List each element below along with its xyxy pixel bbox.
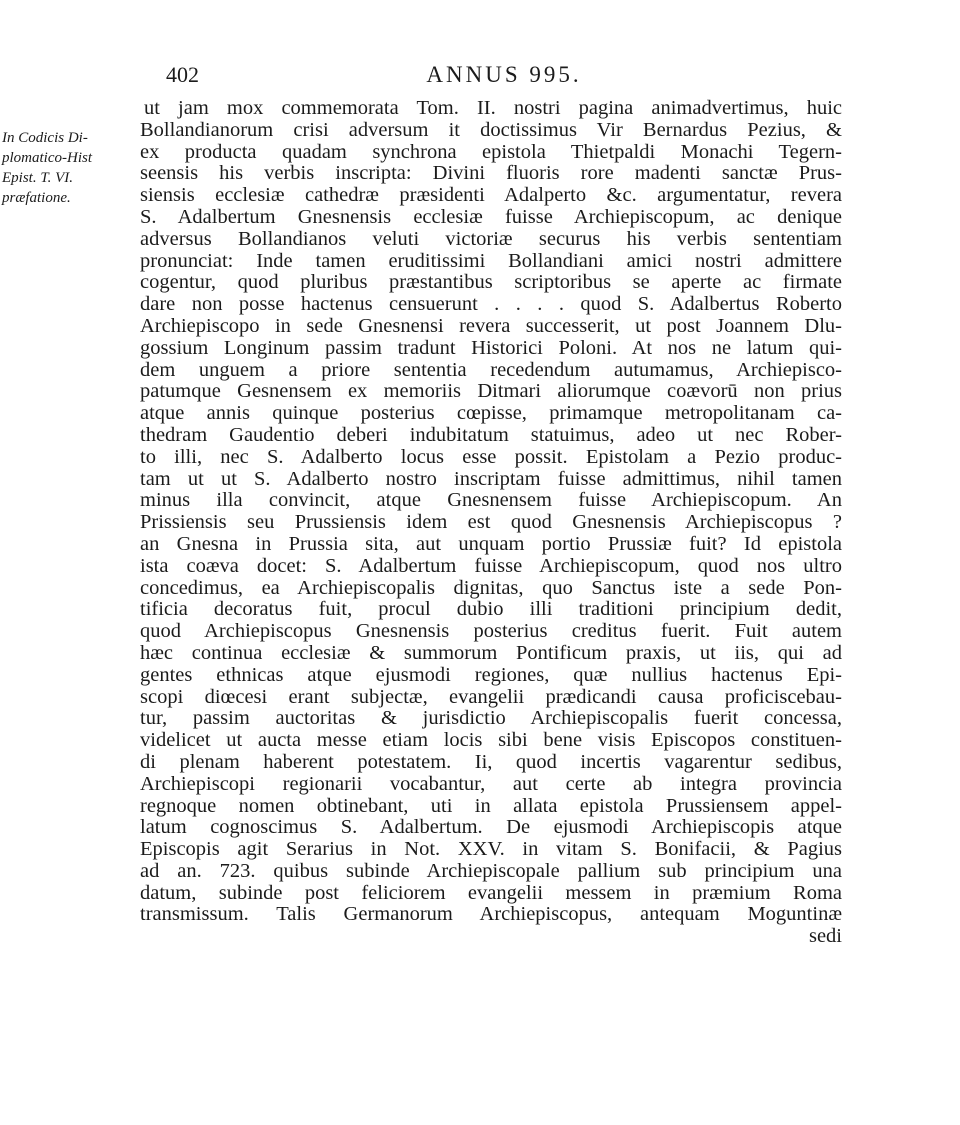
page-header xyxy=(166,52,842,92)
text-line: ad an. 723. quibus subinde Archiepiscopale pallium sub principium una xyxy=(140,860,842,882)
margin-note-line: plomatico-Hist xyxy=(2,150,92,166)
text-line: seensis his verbis inscripta: Divini fluoris rore madenti sanctæ Prus- xyxy=(140,163,842,185)
text-line: transmissum. Talis Germanorum Archiepiscopus, antequam Moguntinæ xyxy=(140,904,842,926)
text-line: tificia decoratus fuit, procul dubio illi traditioni principium dedit, xyxy=(140,599,842,621)
text-line: regnoque nomen obtinebant, uti in allata epistola Prussiensem appel- xyxy=(140,795,842,817)
running-title: ANNUS 995. xyxy=(426,62,582,87)
text-line: dare non posse hactenus censuerunt . . . . quod S. Adalbertus Roberto xyxy=(140,294,842,316)
text-line: thedram Gaudentio deberi indubitatum statuimus, adeo ut nec Rober- xyxy=(140,424,842,446)
margin-note-line: Epist. T. VI. xyxy=(2,170,73,186)
text-line: atque annis quinque posterius cœpisse, primamque metropolitanam ca- xyxy=(140,403,842,425)
text-line: adversus Bollandianos veluti victoriæ securus his verbis sententiam xyxy=(140,228,842,250)
text-line: an Gnesna in Prussia sita, aut unquam portio Prussiæ fuit? Id epistola xyxy=(140,533,842,555)
margin-note-line: præfatione. xyxy=(2,190,71,206)
text-line: gentes ethnicas atque ejusmodi regiones, quæ nullius hactenus Epi- xyxy=(140,664,842,686)
text-line: tam ut ut S. Adalberto nostro inscriptam fuisse admittimus, nihil tamen xyxy=(140,468,842,490)
text-line: dem unguem a priore sententia recedendum autumamus, Archiepisco- xyxy=(140,359,842,381)
text-line: ut jam mox commemorata Tom. II. nostri pagina animadvertimus, huic xyxy=(144,98,842,119)
text-line: concedimus, ea Archiepiscopalis dignitas, quo Sanctus iste a sede Pon- xyxy=(140,577,842,599)
text-line: minus illa convincit, atque Gnesnensem fuisse Archiepiscopum. An xyxy=(140,490,842,512)
text-line: datum, subinde post feliciorem evangelii messem in præmium Roma xyxy=(140,882,842,904)
text-line: cogentur, quod pluribus præstantibus scriptoribus se aperte ac firmate xyxy=(140,272,842,294)
text-line: hæc continua ecclesiæ & summorum Pontificum praxis, ut iis, qui ad xyxy=(140,642,842,664)
text-line: Prissiensis seu Prussiensis idem est quod Gnesnensis Archiepiscopus ? xyxy=(140,512,842,534)
page-number: 402 xyxy=(166,62,199,87)
text-line: to illi, nec S. Adalberto locus esse possit. Epistolam a Pezio produc- xyxy=(140,446,842,468)
text-line: gossium Longinum passim tradunt Historici Poloni. At nos ne latum qui- xyxy=(140,337,842,359)
text-line: Archiepiscopi regionarii vocabantur, aut certe ab integra provincia xyxy=(140,773,842,795)
text-line: Bollandianorum crisi adversum it doctissimus Vir Bernardus Pezius, & xyxy=(140,119,842,141)
text-line: latum cognoscimus S. Adalbertum. De ejusmodi Archiepiscopis atque xyxy=(140,817,842,839)
text-line: Archiepiscopo in sede Gnesnensi revera successerit, ut post Joannem Dlu- xyxy=(140,315,842,337)
margin-note xyxy=(2,128,142,208)
margin-note-line: In Codicis Di- xyxy=(2,130,88,146)
text-line: videlicet ut aucta messe etiam locis sibi bene visis Episcopos constituen- xyxy=(140,730,842,752)
text-line: patumque Gesnensem ex memoriis Ditmari aliorumque coævorū non prius xyxy=(140,381,842,403)
body-text xyxy=(140,98,842,948)
text-line: Episcopis agit Serarius in Not. XXV. in vitam S. Bonifacii, & Pagius xyxy=(140,839,842,861)
text-line: quod Archiepiscopus Gnesnensis posterius creditus fuerit. Fuit autem xyxy=(140,621,842,643)
text-line: pronunciat: Inde tamen eruditissimi Bollandiani amici nostri admittere xyxy=(140,250,842,272)
text-line: tur, passim auctoritas & jurisdictio Archiepiscopalis fuerit concessa, xyxy=(140,708,842,730)
text-line: ista coæva docet: S. Adalbertum fuisse Archiepiscopum, quod nos ultro xyxy=(140,555,842,577)
text-line: scopi diœcesi erant subjectæ, evangelii prædicandi causa proficiscebau- xyxy=(140,686,842,708)
catchword: sedi xyxy=(808,926,842,948)
text-line: ex producta quadam synchrona epistola Thietpaldi Monachi Tegern- xyxy=(140,141,842,163)
text-line: di plenam haberent potestatem. Ii, quod incertis vagarentur sedibus, xyxy=(140,751,842,773)
text-line: siensis ecclesiæ cathedræ præsidenti Adalperto &c. argumentatur, revera xyxy=(140,185,842,207)
text-line: S. Adalbertum Gnesnensis ecclesiæ fuisse Archiepiscopum, ac denique xyxy=(140,206,842,228)
